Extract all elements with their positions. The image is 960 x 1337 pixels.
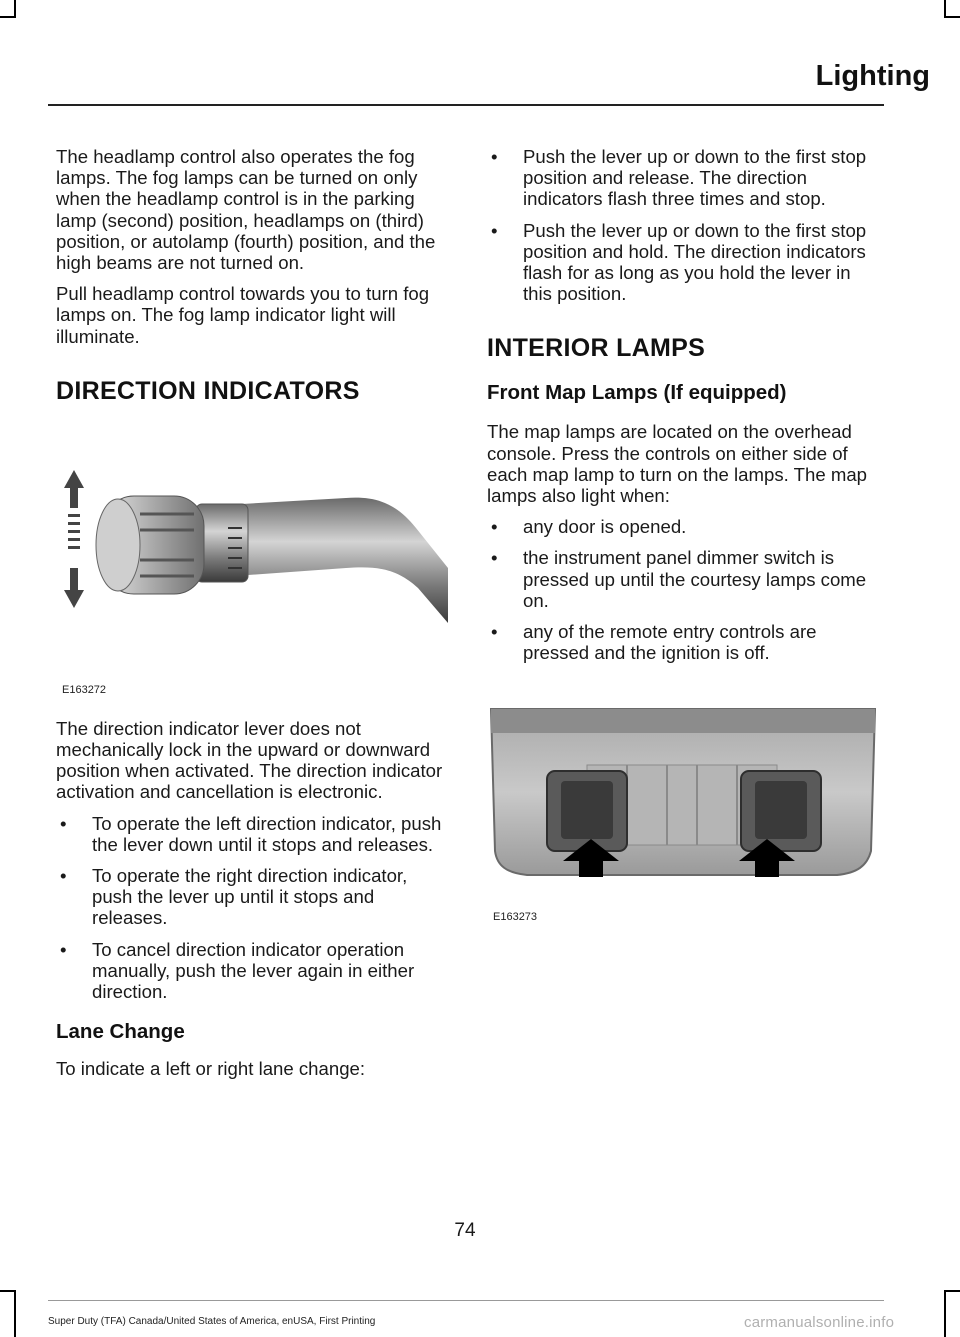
map-lamps-paragraph: The map lamps are located on the overhead console. Press the controls on either side of each map lamp to turn on the lamps. The map lamps also light when: <box>487 421 868 507</box>
list-item: • To operate the left direction indicator, push the lever down until it stops and releases. <box>56 813 448 855</box>
figure-code: E163272 <box>62 683 107 696</box>
page-title: Lighting <box>815 60 930 92</box>
list-item: • any door is opened. <box>487 516 879 537</box>
list-item: • any of the remote entry controls are pressed and the ignition is off. <box>487 621 879 663</box>
list-item: • the instrument panel dimmer switch is pressed up until the courtesy lamps come on. <box>487 547 879 611</box>
list-item: • To operate the right direction indicator, push the lever up until it stops and releases. <box>56 865 448 929</box>
right-column <box>487 146 879 941</box>
crop-mark <box>14 1290 16 1337</box>
crop-mark <box>944 1290 946 1337</box>
watermark: carmanualsonline.info <box>744 1314 895 1331</box>
fog-lamp-paragraph: The headlamp control also operates the fog lamps. The fog lamps can be turned on only when the headlamp control is in the parking lamp (second) position, headlamps on (third) position, or autolamp (fourth) position, and the high beams are not turned on. <box>56 146 436 274</box>
section-heading-direction-indicators: DIRECTION INDICATORS <box>56 376 360 405</box>
fog-lamp-instruction: Pull headlamp control towards you to turn fog lamps on. The fog lamp indicator light will illuminate. <box>56 283 430 347</box>
turn-signal-lever-figure <box>56 418 448 718</box>
crop-mark <box>944 1290 960 1292</box>
left-column <box>56 146 448 1089</box>
map-lamps-list <box>487 516 879 663</box>
edition-text: Super Duty (TFA) Canada/United States of America, enUSA, First Printing <box>48 1316 376 1327</box>
direction-indicator-list <box>56 813 448 1003</box>
lane-change-list <box>487 146 879 304</box>
footer-rule <box>48 1300 884 1301</box>
subheading-lane-change: Lane Change <box>56 1020 185 1044</box>
direction-indicator-paragraph: The direction indicator lever does not mechanically lock in the upward or downward position when activated. The direction indicator activation and cancellation is electronic. <box>56 717 443 803</box>
header-rule <box>48 104 884 106</box>
overhead-console-illustration <box>487 701 879 901</box>
turn-signal-lever-illustration <box>56 418 448 698</box>
up-down-arrow-icon <box>64 470 84 608</box>
crop-mark <box>0 16 16 18</box>
list-item: • Push the lever up or down to the first stop position and hold. The direction indicators flash for as long as you hold the lever in this position. <box>487 220 879 305</box>
subheading-front-map-lamps: Front Map Lamps (If equipped) <box>487 381 787 405</box>
map-lamp-figure <box>487 701 879 941</box>
section-heading-interior-lamps: INTERIOR LAMPS <box>487 334 706 363</box>
crop-mark <box>0 1290 16 1292</box>
lane-change-text: To indicate a left or right lane change: <box>56 1058 366 1080</box>
page-number: 74 <box>454 1220 476 1241</box>
figure-code: E163273 <box>493 911 538 924</box>
list-item: • Push the lever up or down to the first stop position and release. The direction indicators flash three times and stop. <box>487 146 879 210</box>
list-item: • To cancel direction indicator operation manually, push the lever again in either direction. <box>56 939 448 1003</box>
crop-mark <box>944 16 960 18</box>
